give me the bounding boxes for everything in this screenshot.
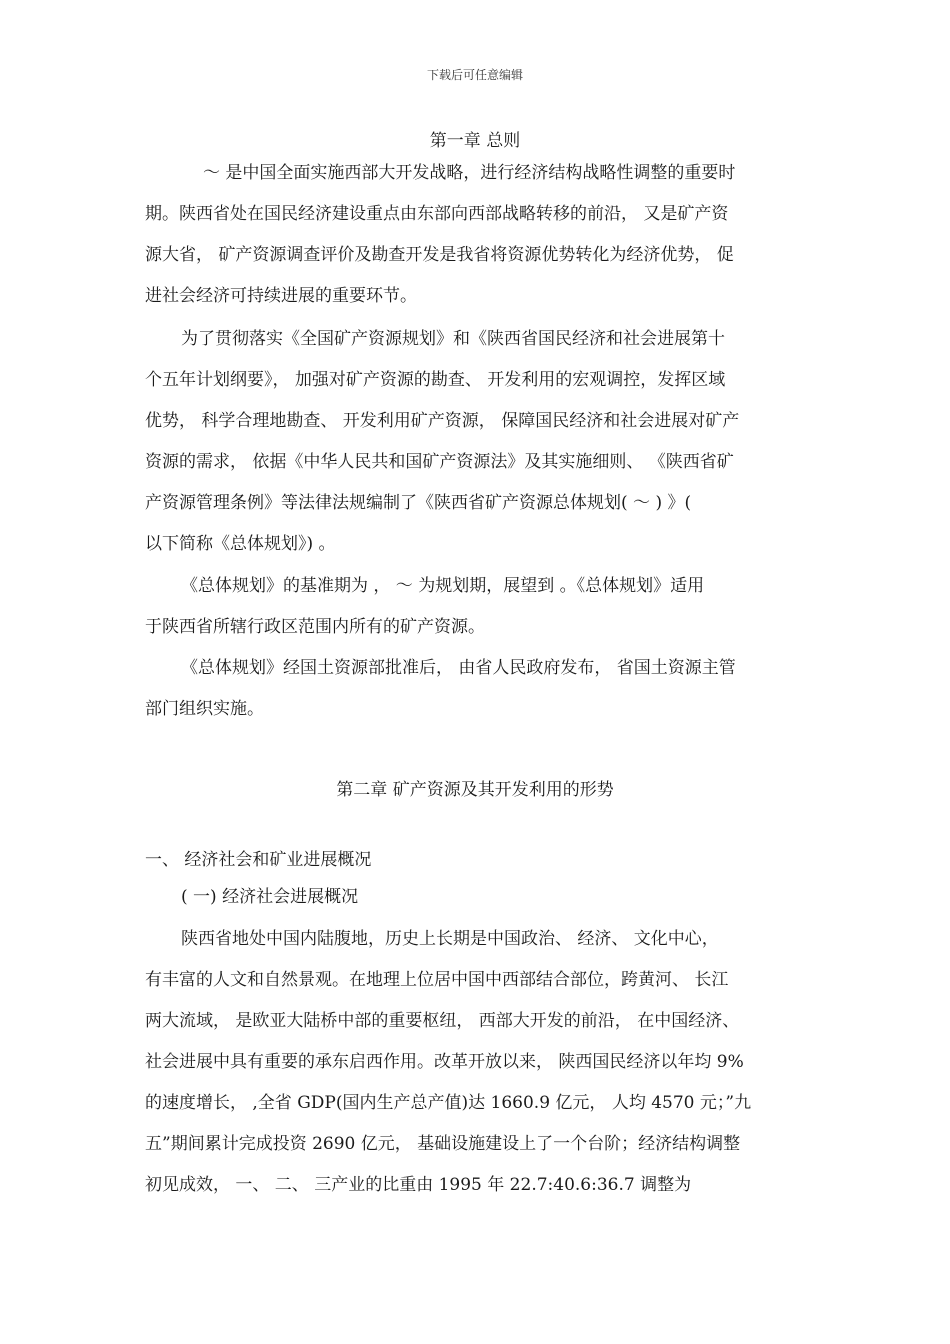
- chapter-1-title: 第一章 总则: [429, 131, 521, 151]
- chapter-1-paragraph-3: [145, 566, 805, 648]
- text-line: 《总体规划》的基准期为 ， ～ 为规划期，展望到 。《总体规划》适用: [181, 576, 705, 596]
- text-line: 为了贯彻落实《全国矿产资源规划》和《陕西省国民经济和社会进展第十: [181, 329, 725, 349]
- text-line: 于陕西省所辖行政区范围内所有的矿产资源。: [145, 617, 485, 637]
- text-line: ～ 是中国全面实施西部大开发战略，进行经济结构战略性调整的重要时: [203, 163, 736, 183]
- chapter-1-paragraph-2: [145, 319, 805, 565]
- section-1-title: 一、 经济社会和矿业进展概况: [145, 850, 372, 870]
- text-line: 两大流域， 是欧亚大陆桥中部的重要枢纽， 西部大开发的前沿， 在中国经济、: [145, 1011, 740, 1031]
- text-line: 进社会经济可持续进展的重要环节。: [145, 286, 417, 306]
- chapter-2-title: 第二章 矿产资源及其开发利用的形势: [336, 780, 614, 800]
- text-line: 初见成效， 一、 二、 三产业的比重由 1995 年 22.7:40.6:36.7 调整为: [145, 1175, 692, 1195]
- text-line: 部门组织实施。: [145, 699, 264, 719]
- chapter-1-paragraph-1: [145, 153, 805, 317]
- text-line: 资源的需求， 依据《中华人民共和国矿产资源法》及其实施细则、 《陕西省矿: [145, 452, 734, 472]
- text-line: 有丰富的人文和自然景观。在地理上位居中国中西部结合部位，跨黄河、 长江: [145, 970, 729, 990]
- text-line: 社会进展中具有重要的承东启西作用。改革开放以来， 陕西国民经济以年均 9%: [145, 1052, 744, 1072]
- text-line: 《总体规划》经国土资源部批准后， 由省人民政府发布， 省国土资源主管: [181, 658, 736, 678]
- text-line: 优势， 科学合理地勘查、 开发利用矿产资源， 保障国民经济和社会进展对矿产: [145, 411, 740, 431]
- text-line: 的速度增长， ,全省 GDP(国内生产总产值)达 1660.9 亿元， 人均 4570 元；”九: [145, 1093, 752, 1113]
- text-line: 五”期间累计完成投资 2690 亿元， 基础设施建设上了一个台阶；经济结构调整: [145, 1134, 741, 1154]
- text-line: 期。陕西省处在国民经济建设重点由东部向西部战略转移的前沿， 又是矿产资: [145, 204, 729, 224]
- text-line: 个五年计划纲要》， 加强对矿产资源的勘查、 开发利用的宏观调控，发挥区域: [145, 370, 726, 390]
- text-line: 产资源管理条例》等法律法规编制了《陕西省矿产资源总体规划( ～ ) 》(: [145, 493, 692, 513]
- text-line: 陕西省地处中国内陆腹地，历史上长期是中国政治、 经济、 文化中心，: [181, 929, 719, 949]
- text-line: 以下简称《总体规划》) 。: [145, 534, 336, 554]
- text-line: 源大省， 矿产资源调查评价及勘查开发是我省将资源优势转化为经济优势， 促: [145, 245, 734, 265]
- subsection-heading: [145, 877, 805, 918]
- page-header-note: 下载后可任意编辑: [426, 68, 523, 82]
- chapter-2-paragraph-1: [145, 919, 805, 1206]
- subsection-1-title: ( 一) 经济社会进展概况: [181, 887, 359, 907]
- chapter-1-paragraph-4: [145, 648, 805, 730]
- section-heading: [145, 840, 805, 881]
